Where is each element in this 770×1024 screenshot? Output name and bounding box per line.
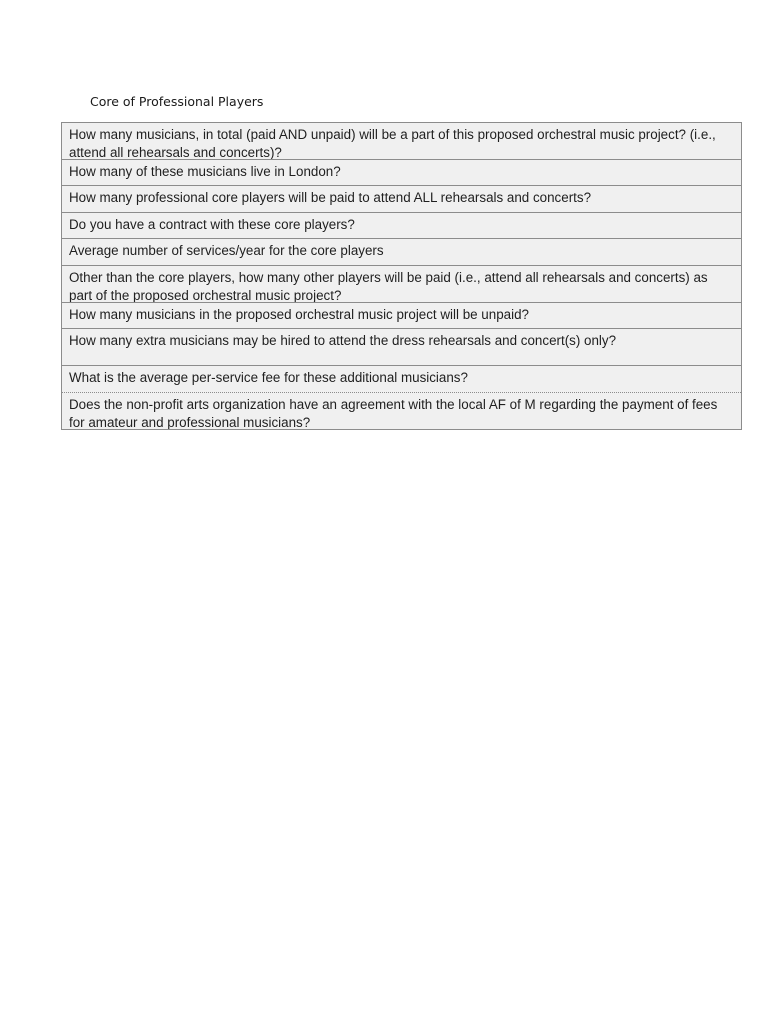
question-text: What is the average per-service fee for these additional musicians? xyxy=(69,370,468,385)
question-row xyxy=(62,366,741,393)
question-row xyxy=(62,239,741,266)
question-text: How many musicians in the proposed orchestral music project will be unpaid? xyxy=(69,307,529,322)
question-row xyxy=(62,160,741,186)
question-row xyxy=(62,123,741,160)
question-text: How many of these musicians live in London? xyxy=(69,164,341,179)
question-text: Average number of services/year for the core players xyxy=(69,243,384,258)
question-text: How many musicians, in total (paid AND unpaid) will be a part of this proposed orchestral music project? (i.e., attend all rehearsals and concerts)? xyxy=(69,127,716,160)
page-title: Core of Professional Players xyxy=(90,94,264,109)
question-row xyxy=(62,266,741,303)
question-row xyxy=(62,186,741,213)
question-text: How many professional core players will be paid to attend ALL rehearsals and concerts? xyxy=(69,190,592,205)
question-text: Does the non-profit arts organization have an agreement with the local AF of M regarding the payment of fees for amateur and professional musicians? xyxy=(69,397,718,430)
question-text: How many extra musicians may be hired to attend the dress rehearsals and concert(s) only? xyxy=(69,333,617,348)
questions-table xyxy=(61,122,742,430)
question-row xyxy=(62,213,741,239)
question-row xyxy=(62,303,741,329)
question-row xyxy=(62,393,741,430)
question-text: Other than the core players, how many other players will be paid (i.e., attend all rehearsals and concerts) as part of the proposed orchestral music project? xyxy=(69,270,708,303)
question-row xyxy=(62,329,741,366)
question-text: Do you have a contract with these core players? xyxy=(69,217,355,232)
